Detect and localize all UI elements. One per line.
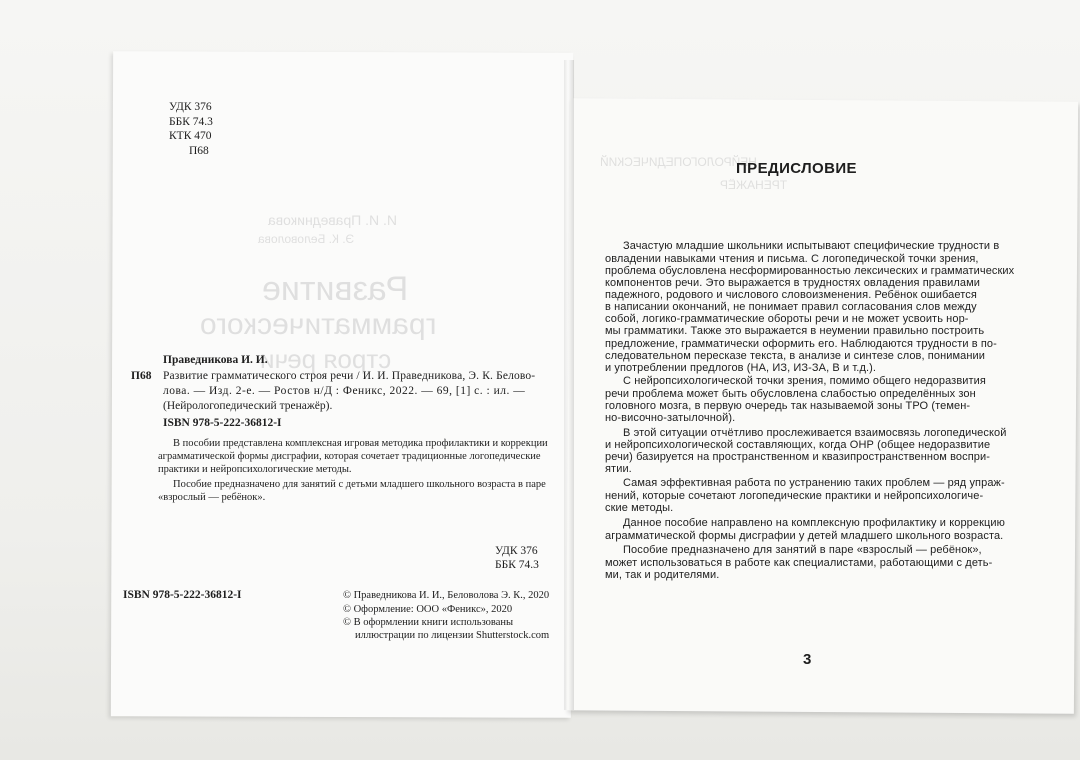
author-heading: Праведникова И. И.: [163, 354, 268, 366]
copyright-line-3: © В оформлении книги использованы: [343, 617, 514, 628]
preface-line: головного мозга, в первую очередь так называемой зоны ТРО (темен-: [605, 400, 971, 412]
preface-line: ми, так и родителями.: [605, 569, 720, 581]
book-gutter: [564, 60, 574, 710]
preface-line: и употреблении предлогов (НА, ИЗ, ИЗ-ЗА, В и т.д.).: [605, 362, 877, 374]
udk-code: УДК 376: [169, 101, 212, 113]
show-through-title-1: Развитие: [262, 270, 409, 308]
preface-line: нений, которые сочетают логопедические практики и нейропсихологиче-: [605, 490, 984, 502]
show-through-series-2: ТРЕНАЖЁР: [720, 178, 788, 192]
annotation-line-3: практики и нейропсихологические методы.: [158, 464, 352, 475]
preface-line: Пособие предназначено для занятий в паре «взрослый — ребёнок»,: [623, 544, 982, 556]
preface-line: Зачастую младшие школьники испытывают специфические трудности в: [623, 240, 1000, 252]
bib-line-2: лова. — Изд. 2-е. — Ростов н/Д : Феникс, 2022. — 69, [1] с. : ил. —: [163, 385, 526, 397]
index-code: П68: [131, 370, 152, 382]
copyright-line-4: иллюстрации по лицензии Shutterstock.com: [355, 630, 550, 641]
preface-line: проблема обусловлена несформированностью лексических и грамматических: [605, 265, 1015, 277]
annotation-line-2: аграмматической формы дисграфии, которая сочетает традиционные логопедические: [158, 451, 541, 462]
show-through-title-2: грамматического: [200, 308, 437, 341]
annotation-line-1: В пособии представлена комплексная игровая методика профилактики и коррекции: [173, 438, 548, 449]
preface-line: Самая эффективная работа по устранению таких проблем — ряд упраж-: [623, 477, 1005, 489]
preface-line: ятии.: [605, 463, 632, 475]
show-through-author-2: Э. К. Беловолова: [258, 232, 355, 246]
isbn-bottom: ISBN 978-5-222-36812-I: [123, 589, 242, 601]
preface-line: В этой ситуации отчётливо прослеживается взаимосвязь логопедической: [623, 427, 1007, 439]
preface-line: и нейропсихологической составляющих, когда ОНР (общее недоразвитие: [605, 439, 991, 451]
annotation-line-5: «взрослый — ребёнок».: [158, 492, 266, 503]
show-through-series-1: НЕЙРОЛОГОПЕДИЧЕСКИЙ: [600, 155, 757, 169]
preface-line: предложение, грамматически оформить его. Наблюдаются трудности в по-: [605, 338, 997, 350]
preface-line: падежного, родового и числового словоизменения. Ребёнок ошибается: [605, 289, 977, 301]
preface-line: речи) базируется на пространственном и квазипространственном воспри-: [605, 451, 991, 463]
preface-line: овладении навыками чтения и письма. С логопедической точки зрения,: [605, 253, 979, 265]
preface-line: Данное пособие направлено на комплексную профилактику и коррекцию: [623, 517, 1006, 529]
preface-line: мы грамматики. Также это выражается в неумении правильно построить: [605, 325, 985, 337]
preface-line: компонентов речи. Это выражается в трудностях овладения правилами: [605, 277, 981, 289]
copyright-line-1: © Праведникова И. И., Беловолова Э. К., 2020: [343, 590, 550, 601]
copyright-line-2: © Оформление: ООО «Феникс», 2020: [343, 604, 513, 615]
author-sign: П68: [189, 145, 209, 157]
page-number: 3: [803, 651, 812, 668]
preface-line: в написании окончаний, не понимает правил согласования слов между: [605, 301, 977, 313]
udk-bottom: УДК 376: [495, 545, 538, 557]
preface-line: С нейропсихологической точки зрения, помимо общего недоразвития: [623, 375, 986, 387]
preface-line: но-височно-затылочной).: [605, 412, 736, 424]
preface-line: может использоваться в работе как специалистами, работающими с деть-: [605, 557, 993, 569]
show-through-author-1: И. И. Праведникова: [268, 212, 397, 228]
bbk-bottom: ББК 74.3: [495, 559, 539, 571]
ktk-code: КТК 470: [169, 130, 212, 142]
preface-title: ПРЕДИСЛОВИЕ: [736, 160, 857, 177]
bib-line-1: Развитие грамматического строя речи / И. И. Праведникова, Э. К. Белово-: [163, 370, 536, 382]
bbk-code: ББК 74.3: [169, 116, 213, 128]
show-through-title-3: строя речи: [260, 344, 392, 374]
preface-line: речи проблема может быть обусловлена слабостью определённых зон: [605, 388, 976, 400]
annotation-line-4: Пособие предназначено для занятий с детьми младшего школьного возраста в паре: [173, 479, 546, 490]
preface-line: аграмматической формы дисграфии у детей младшего школьного возраста.: [605, 530, 1004, 542]
bib-line-3: (Нейрологопедический тренажёр).: [163, 400, 333, 412]
preface-line: следовательном пересказе текста, в анализе и синтезе слов, понимании: [605, 350, 986, 362]
preface-line: ские методы.: [605, 502, 674, 514]
preface-line: собой, логико-грамматические обороты речи и не может усвоить нор-: [605, 313, 969, 325]
isbn-top: ISBN 978-5-222-36812-I: [163, 417, 282, 429]
